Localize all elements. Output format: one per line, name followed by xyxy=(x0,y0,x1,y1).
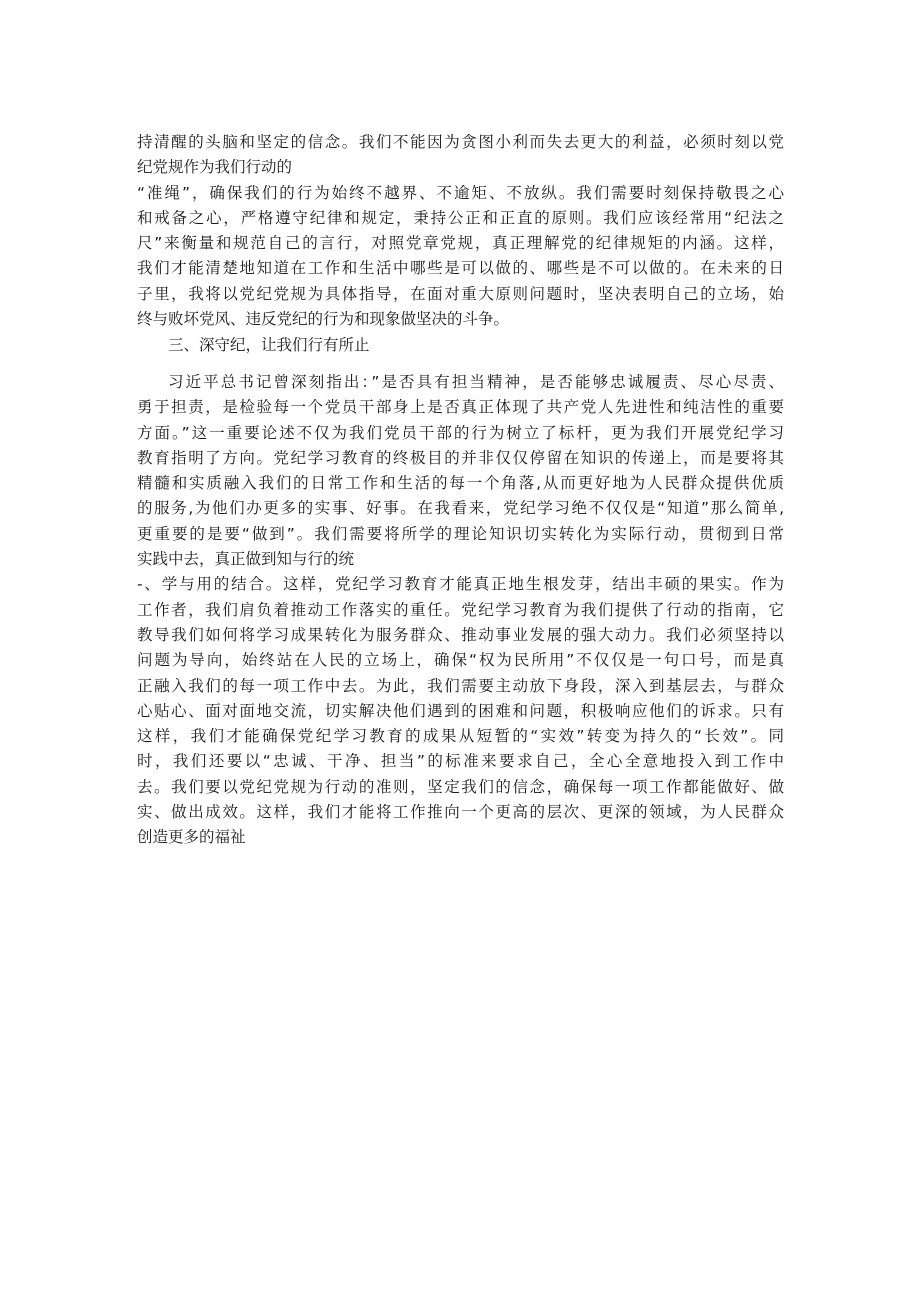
text-line: 实、做出成效。这样，我们才能将工作推向一个更高的层次、更深的领域，为人民群众 xyxy=(137,803,784,822)
text-line: 正融入我们的每一项工作中去。为此，我们需要主动放下身段，深入到基层去，与群众 xyxy=(137,676,784,695)
text-line: 持清醒的头脑和坚定的信念。我们不能因为贪图小利而失去更大的利益，必须时刻以党 xyxy=(137,133,784,151)
text-line: 终与败坏党风、违反党纪的行为和现象做坚决的斗争。 xyxy=(137,310,510,329)
text-line: 和戒备之心，严格遵守纪律和规定，秉持公正和正直的原则。我们应该经常用“纪法之 xyxy=(137,208,784,227)
text-line: “准绳”，确保我们的行为始终不越界、不逾矩、不放纵。我们需要时刻保持敬畏之心 xyxy=(137,183,784,202)
paragraph-discipline-rules xyxy=(137,130,784,332)
text-line: 子里，我将以党纪党规为具体指导，在面对重大原则问题时，坚决表明自己的立场，始 xyxy=(137,284,784,303)
text-line: 心贴心、面对面地交流，切实解决他们遇到的困难和问题，积极响应他们的诉求。只有 xyxy=(137,701,784,720)
text-line: 实践中去，真正做到知与行的统 xyxy=(137,550,355,569)
text-line: 更重要的是要“做到”。我们需要将所学的理论知识切实转化为实际行动，贯彻到日常 xyxy=(137,524,784,543)
text-line: 这样，我们才能确保党纪学习教育的成果从短暂的“实效”转变为持久的“长效”。同 xyxy=(137,727,784,746)
text-line: 精髓和实质融入我们的日常工作和生活的每一个角落,从而更好地为人民群众提供优质 xyxy=(137,474,784,493)
text-line: 纪党规作为我们行动的 xyxy=(137,158,293,177)
text-line: 教育指明了方向。党纪学习教育的终极目的并非仅仅停留在知识的传递上，而是要将其 xyxy=(137,448,784,467)
text-line: 问题为导向，始终站在人民的立场上，确保“权为民所用”不仅仅是一句口号，而是真 xyxy=(137,651,784,670)
text-line: 时，我们还要以“忠诚、干净、担当”的标准来要求自己，全心全意地投入到工作中 xyxy=(137,752,784,771)
text-line: 去。我们要以党纪党规为行动的准则，坚定我们的信念，确保每一项工作都能做好、做 xyxy=(137,777,784,796)
section-heading xyxy=(137,333,784,358)
text-line: 勇于担责，是检验每一个党员干部身上是否真正体现了共产党人先进性和纯洁性的重要 xyxy=(137,398,784,417)
text-line: 我们才能清楚地知道在工作和生活中哪些是可以做的、哪些是不可以做的。在未来的日 xyxy=(137,259,784,278)
text-line: 习近平总书记曾深刻指出：”是否具有担当精神，是否能够忠诚履责、尽心尽责、 xyxy=(168,373,784,391)
text-line: -、学与用的结合。这样，党纪学习教育才能真正地生根发芽，结出丰硕的果实。作为 xyxy=(137,575,784,594)
text-line: 工作者，我们肩负着推动工作落实的重任。党纪学习教育为我们提供了行动的指南，它 xyxy=(137,600,784,619)
text-line: 创造更多的福祉 xyxy=(137,828,246,847)
text-line: 尺”来衡量和规范自己的言行，对照党章党规，真正理解党的纪律规矩的内涵。这样， xyxy=(137,234,784,253)
text-line: 方面。”这一重要论述不仅为我们党员干部的行为树立了标杆，更为我们开展党纪学习 xyxy=(137,423,784,442)
paragraph-responsibility xyxy=(137,370,784,851)
text-line: 教导我们如何将学习成果转化为服务群众、推动事业发展的强大动力。我们必须坚持以 xyxy=(137,625,784,644)
text-line: 的服务,为他们办更多的实事、好事。在我看来，党纪学习绝不仅仅是“知道”那么简单, xyxy=(137,499,784,518)
section-heading-text: 三、深守纪，让我们行有所止 xyxy=(168,336,370,354)
